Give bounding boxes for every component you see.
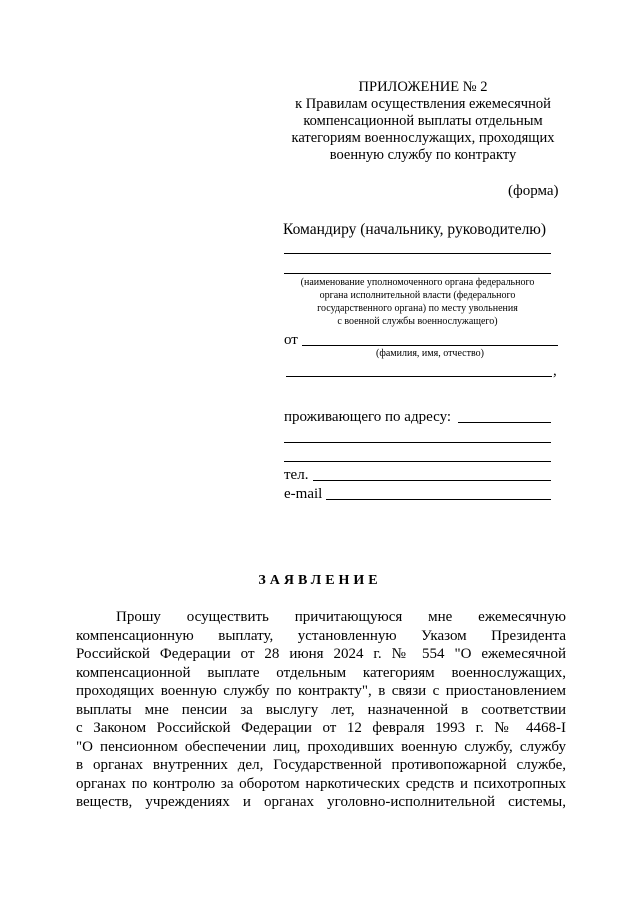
statement-line-1: Прошу осуществить причитающуюся мне ежемесячную	[116, 609, 566, 625]
addressee-label: Командиру (начальнику, руководителю)	[283, 221, 547, 238]
phone-blank-line	[313, 480, 551, 481]
appendix-subtitle-line-1: к Правилам осуществления ежемесячной	[295, 96, 551, 112]
statement-line-11: веществ, учреждениях и органах уголовно-исполнительной системы,	[76, 794, 566, 810]
org-caption-line-1: (наименование уполномоченного органа федерального	[300, 277, 535, 288]
statement-title: ЗАЯВЛЕНИЕ	[258, 573, 382, 588]
form-label: (форма)	[508, 183, 559, 199]
address-blank-line-3	[284, 461, 551, 462]
org-caption-line-4: с военной службы военнослужащего)	[337, 316, 498, 327]
appendix-subtitle-line-2: компенсационной выплаты отдельным	[303, 113, 543, 129]
org-caption-line-2: органа исполнительной власти (федерального	[319, 290, 516, 301]
appendix-subtitle-line-3: категориям военнослужащих, проходящих	[291, 130, 555, 146]
appendix-subtitle-line-4: военную службу по контракту	[329, 147, 517, 163]
statement-line-5: проходящих военную службу по контракту", в связи с приостановлением	[76, 683, 566, 699]
org-caption-line-3: государственного органа) по месту увольнения	[317, 303, 518, 314]
statement-line-6: выплаты мне пенсии за выслугу лет, назначенной в соответствии	[76, 702, 566, 718]
statement-line-3: Российской Федерации от 28 июня 2024 г. № 554 "О ежемесячной	[76, 646, 566, 662]
addressee-blank-line-1	[284, 253, 551, 254]
statement-line-7: с Законом Российской Федерации от 12 февраля 1993 г. № 4468-I	[76, 720, 566, 736]
statement-line-4: компенсационной выплате отдельным категориям военнослужащих,	[76, 665, 566, 681]
address-blank-line-2	[284, 442, 551, 443]
comma-mark: ,	[553, 363, 557, 379]
email-label: e-mail	[284, 486, 323, 502]
statement-line-8: "О пенсионном обеспечении лиц, проходивших военную службу, службу	[76, 739, 566, 755]
addressee-blank-line-2	[284, 273, 551, 274]
address-blank-line-1	[458, 422, 551, 423]
from-label: от	[284, 332, 298, 348]
fio-caption: (фамилия, имя, отчество)	[376, 348, 484, 359]
from-blank-line	[302, 345, 558, 346]
statement-line-9: в органах внутренних дел, Государственной противопожарной службе,	[76, 757, 566, 773]
address-label: проживающего по адресу:	[284, 409, 452, 425]
fio-blank-line-2	[286, 376, 552, 377]
appendix-number: ПРИЛОЖЕНИЕ № 2	[358, 79, 488, 95]
email-blank-line	[326, 499, 551, 500]
phone-label: тел.	[284, 467, 309, 483]
statement-line-10: органах по контролю за оборотом наркотических средств и психотропных	[76, 776, 566, 792]
statement-line-2: компенсационную выплату, установленную Указом Президента	[76, 628, 566, 644]
